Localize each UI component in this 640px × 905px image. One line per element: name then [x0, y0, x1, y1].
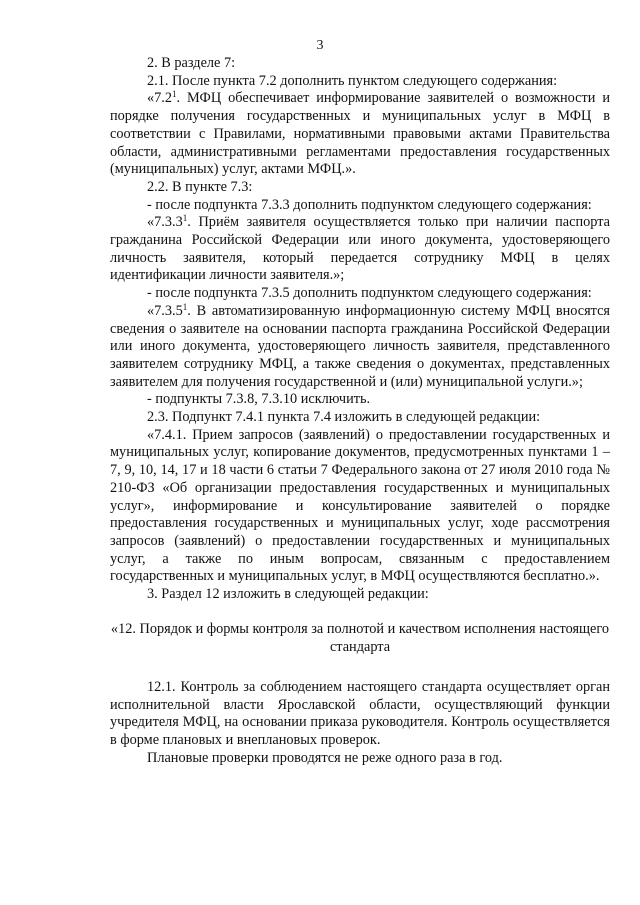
paragraph-12-1: 12.1. Контроль за соблюдением настоящего стандарта осуществляет орган исполнительной власти Ярославской области, осуществляющий функции учредителя МФЦ, на основании приказа руководителя. Контроль осуществляется в форме плановых и внеплановых проверок.	[110, 678, 610, 748]
section-12-heading: «12. Порядок и формы контроля за полнотой и качеством исполнения настоящего стандарта	[110, 621, 610, 656]
paragraph-section-12: 3. Раздел 12 изложить в следующей редакции:	[147, 586, 429, 603]
page-number: 3	[316, 38, 324, 53]
paragraph-2-1: 2.1. После пункта 7.2 дополнить пунктом следующего содержания:	[147, 72, 558, 89]
superscript: 1	[182, 301, 188, 312]
clause-text: . МФЦ обеспечивает информирование заявителей о возможности и порядке получения государственных и муниципальных услуг в МФЦ в соответствии с Правилами, нормативными правовыми актами Правительства области, административными регламентами предоставления государственных (муниципальных) услуг, актами МФЦ.».	[110, 90, 610, 178]
clause-text: . В автоматизированную информационную систему МФЦ вносятся сведения о заявителе на основании паспорта гражданина Российской Федерации или иного документа, удостоверяющего личность заявителя, представленного заявителем сотруднику МФЦ, а также сведения о документах, представленных заявителем для получения государственной и (или) муниципальной услуги.»;	[110, 302, 610, 390]
paragraph-exclude: - подпункты 7.3.8, 7.3.10 исключить.	[147, 391, 371, 408]
clause-number: «7.2	[147, 90, 173, 107]
superscript: 1	[182, 213, 188, 224]
spacer	[110, 604, 610, 622]
paragraph-7-2-1	[110, 90, 610, 179]
paragraph-after-7-3-5: - после подпункта 7.3.5 дополнить подпунктом следующего содержания:	[147, 285, 592, 302]
paragraph-planned-checks: Плановые проверки проводятся не реже одного раза в год.	[147, 749, 503, 766]
paragraph-2-3: 2.3. Подпункт 7.4.1 пункта 7.4 изложить в следующей редакции:	[147, 409, 541, 426]
document-body	[110, 55, 610, 767]
clause-number: «7.3.3	[147, 214, 183, 231]
paragraph-7-3-5-1	[110, 303, 610, 392]
spacer	[110, 657, 610, 679]
paragraph-section-7: 2. В разделе 7:	[147, 55, 236, 71]
superscript: 1	[172, 89, 177, 100]
paragraph-after-7-3-3: - после подпункта 7.3.3 дополнить подпунктом следующего содержания:	[147, 196, 592, 213]
clause-text: . Приём заявителя осуществляется только при наличии паспорта гражданина Российской Федерации или иного документа, удостоверяющего личность заявителя, который передается сотруднику МФЦ в целях идентификации личности заявителя.»;	[110, 214, 610, 284]
clause-number: «7.3.5	[147, 302, 183, 319]
paragraph-7-3-3-1	[110, 214, 610, 285]
paragraph-7-4-1: «7.4.1. Прием запросов (заявлений) о предоставлении государственных и муниципальных услуг, копирование документов, предусмотренных пунктами 1 – 7, 9, 10, 14, 17 и 18 части 6 статьи 7 Федерального закона от 27 июля 2010 года № 210-ФЗ «Об организации предоставления государственных и муниципальных услуг», информирование и консультирование заявителей о порядке предоставления государственных и муниципальных услуг, ходе рассмотрения запросов (заявлений) о предоставлении государственных и муниципальных услуг, а также по иным вопросам, связанным с предоставлением государственных и муниципальных услуг, в МФЦ осуществляются бесплатно.».	[110, 426, 610, 585]
paragraph-2-2: 2.2. В пункте 7.3:	[147, 178, 253, 195]
